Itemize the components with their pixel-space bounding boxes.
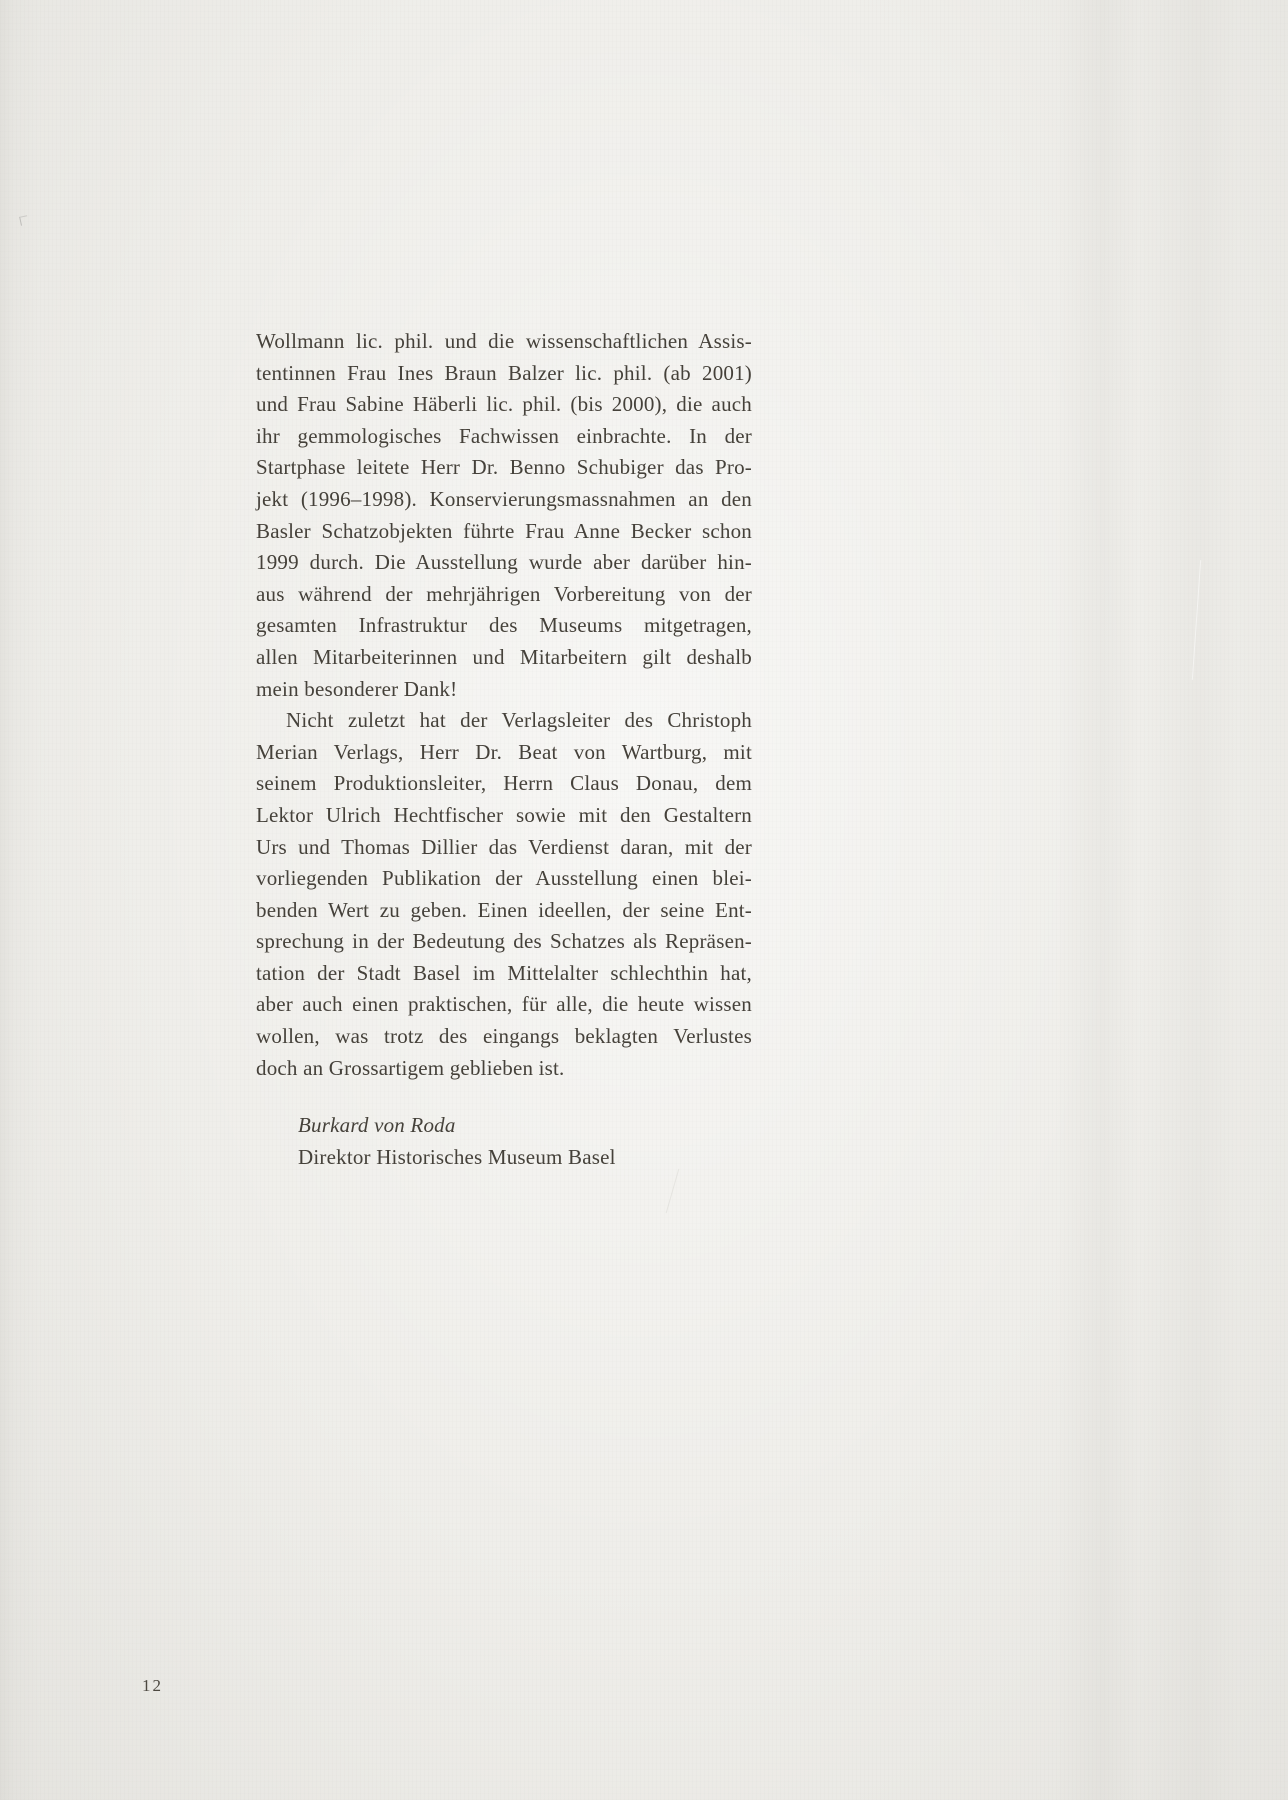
text-line: tentinnen Frau Ines Braun Balzer lic. phil. (ab 2001): [256, 360, 752, 385]
acknowledgement-text-block: [256, 326, 752, 1084]
text-line: vorliegenden Publikation der Ausstellung einen blei-: [256, 866, 752, 891]
text-line: aber auch einen praktischen, für alle, die heute wissen: [256, 992, 752, 1017]
text-line: Wollmann lic. phil. und die wissenschaftlichen Assis-: [256, 329, 752, 353]
text-line: mein besonderer Dank!: [256, 676, 458, 701]
text-line: Lektor Ulrich Hechtfischer sowie mit den Gestaltern: [256, 802, 752, 827]
text-line: benden Wert zu geben. Einen ideellen, der seine Ent-: [256, 897, 752, 922]
text-line: allen Mitarbeiterinnen und Mitarbeitern gilt deshalb: [256, 644, 752, 669]
text-line: wollen, was trotz des eingangs beklagten Verlustes: [256, 1024, 752, 1049]
text-line: Nicht zuletzt hat der Verlagsleiter des Christoph: [286, 708, 752, 733]
scan-band-artifact: [1192, 560, 1201, 680]
text-line: Startphase leitete Herr Dr. Benno Schubiger das Pro-: [256, 455, 752, 480]
pencil-mark-artifact: [19, 215, 29, 225]
author-name: Burkard von Roda: [298, 1113, 456, 1137]
text-line: doch an Grossartigem geblieben ist.: [256, 1055, 565, 1080]
text-line: gesamten Infrastruktur des Museums mitgetragen,: [256, 613, 752, 638]
text-line: sprechung in der Bedeutung des Schatzes als Repräsen-: [256, 929, 752, 954]
author-title: Direktor Historisches Museum Basel: [298, 1144, 616, 1169]
text-line: 1999 durch. Die Ausstellung wurde aber darüber hin-: [256, 550, 752, 575]
text-line: und Frau Sabine Häberli lic. phil. (bis 2000), die auch: [256, 392, 752, 417]
text-line: Basler Schatzobjekten führte Frau Anne Becker schon: [256, 518, 752, 543]
paper-crease-artifact: [666, 1169, 680, 1213]
text-line: aus während der mehrjährigen Vorbereitung von der: [256, 581, 752, 606]
text-line: seinem Produktionsleiter, Herrn Claus Donau, dem: [256, 771, 752, 796]
text-line: tation der Stadt Basel im Mittelalter schlechthin hat,: [256, 960, 752, 985]
text-line: Urs und Thomas Dillier das Verdienst daran, mit der: [256, 834, 752, 859]
text-line: jekt (1996–1998). Konservierungsmassnahmen an den: [256, 486, 752, 511]
signature-block: [298, 1110, 616, 1173]
text-line: ihr gemmologisches Fachwissen einbrachte. In der: [256, 423, 752, 448]
text-line: Merian Verlags, Herr Dr. Beat von Wartburg, mit: [256, 739, 752, 764]
page-number: 12: [142, 1676, 163, 1695]
